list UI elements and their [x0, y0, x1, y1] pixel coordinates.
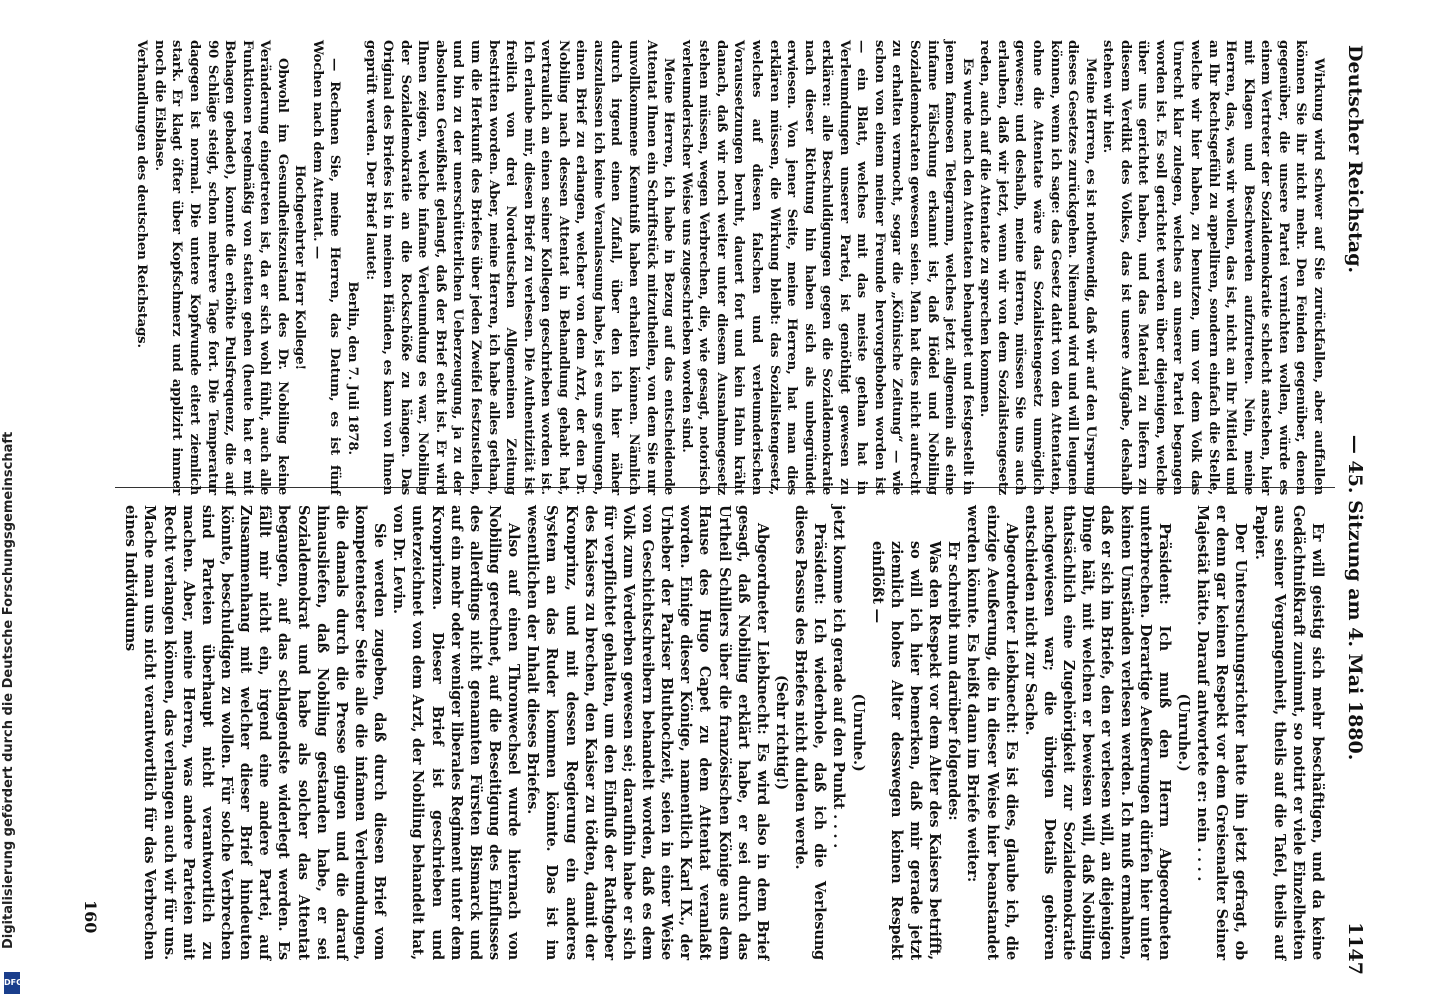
header-page-number: 1147 [1344, 922, 1366, 975]
left-column-paragraph: Hochgeehrter Herr Kollege! [292, 164, 308, 371]
right-column-paragraph: (Unruhe.) [849, 693, 867, 772]
right-column-paragraph: Was den Respekt vor dem Alter des Kaisers betrifft, so will ich hier bemerken, daß mir gerade jetzt ziemlich hohes Alter desswegen keinen Respekt einflößt — [868, 541, 944, 960]
digitization-strip [0, 0, 24, 1000]
header-title: Deutscher Reichstag. [1344, 45, 1366, 274]
folio-number: 160 [81, 900, 100, 934]
left-column-paragraph: Meine Herren, ich habe in Bezug auf das entscheidende Attentat Ihnen ein Schriftstück mitzutheilen, von dem Sie nur unvollkommene Kenntniß haben erhalten können. Nämlich durch irgend einen Zufall, über den ich hier näher auszulassen ich keine Veranlassung habe, ist es uns gelungen, einen Brief zu erlangen, welcher von dem Arzt, der den Dr. Nobiling nach dessen Attentat in Behandlung gehabt hat, vertraulich an einen seiner Kollegen geschrieben worden ist. Ich erlaube mir, diesen Brief zu verlesen. Die Authentizität ist freilich von drei Nordeutschen Allgemeinen Zeitung bestritten worden. Aber, meine Herren, ich habe alles gethan, um die Herkunft des Briefes über jeden Zweifel festzustellen, und bin zu der unerschütterlichen Ueberzeugung, ja zu der absoluten Gewißheit gelangt, daß der Brief echt ist. Er wird Ihnen zeigen, welche infame Verleumdung es war, Nobiling der Sozialdemokratie an die Rockschöße zu hängen. Das Original des Briefes ist in meinen Händen, es kann von Ihnen geprüft werden. Der Brief lautet: [362, 40, 677, 495]
digitization-note: Digitalisierung gefördert durch die Deutsche Forschungsgemeinschaft [1, 431, 16, 949]
left-column-paragraph: Meine Herren, es ist nothwendig, daß wir auf den Ursprung dieses Gesetzes zurückgehen. Niemand wird und will leugnen können, wenn ich sage: das Gesetz datirt von den Attentaten, ohne die Attentate wäre das Sozialistengesetz unmöglich gewesen; und deshalb, meine Herren, müssen Sie uns auch erlauben, daß wir jetzt, wenn wir von dem Sozialistengesetz reden, auch auf die Attentate zu sprechen kommen. [977, 40, 1098, 495]
right-column-paragraph: Präsident: Ich muß den Herrn Abgeordneten unterbrechen. Derartige Aeußerungen dürfen hier unter keinen Umständen verlesen werden. Ich muß ermahnen, daß er sich im Briefe, den er verlesen will, an diejenigen Dinge hält, mit welchen er beweisen will, daß Nobiling thatsächlich eine Zugehörigkeit zur Sozialdemokratie nachgewiesen war; die übrigen Details gehören entschieden nicht zur Sache. [1021, 505, 1173, 960]
right-column-paragraph: Also auf einen Thronwechsel wurde hiernach von Nobiling gerechnet, auf die Beseitigung des Einflusses des allerdings nicht genannten Fürsten Bismarck und auf ein mehr oder weniger liberales Regiment unter dem Kronprinzen. Dieser Brief ist geschrieben und unterzeichnet von dem Arzt, der Nobiling behandelt hat, von Dr. Levin. [390, 505, 523, 960]
left-column-paragraph: Es wurde nach den Attentaten behauptet und festgestellt in jenem famosen Telegramm, welches jetzt allgemein als eine infame Fälschung erkannt ist, daß Hödel und Nobiling Sozialdemokraten gewesen seien. Man hat dies nicht aufrecht zu erhalten vermocht, sogar die „Kölnische Zeitung“ — wie schon von einem meiner Freunde hervorgehoben worden ist — ein Blatt, welches mit das meiste gethan hat in Verleumdungen unserer Partei, ist genöthigt gewesen zu erklären: alle Beschuldigungen gegen die Sozialdemokratie nach dieser Richtung hin haben sich als unbegründet erwiesen. Von jener Seite, meine Herren, hat man dies erklären müssen, die Wirkung bleibt: das Sozialistengesetz, welches auf diesen falschen und verleumderischen Voraussetzungen beruht, dauert fort und kein Hahn kräht danach, daß wir noch weiter unter diesem Ausnahmegesetz stehen müssen, wegen Verbrechen, die, wie gesagt, notorisch verleumderischer Weise uns zugeschrieben worden sind. [678, 40, 975, 495]
left-column-paragraph: Obwohl im Gesundheitszustand des Dr. Nobiling keine Veränderung eingetreten ist, da er sich wohl fühlt, auch alle Funktionen regelmäßig von statten gehen (heute hat er mit Behagen gebadet), konnte die erhöhte Pulsfrequenz, die auf 90 Schläge steigt, schon mehrere Tage fort. Die Temperatur dagegen ist normal. Die untere Kopfwunde eitert ziemlich stark. Er klagt öfter über Kopfschmerz und applizirt immer noch die Eisblase. [151, 40, 290, 495]
left-column [112, 40, 1327, 495]
right-column-paragraph: Sie werden zugeben, daß durch diesen Brief vom kompetentester Seite alle die infamen Verleumdungen, die damals durch die Presse gingen und die darauf hinausliefen, daß Nobiling gestanden habe, er sei Sozialdemokrat und habe als solcher das Attentat begangen, auf das schlagendste widerlegt werden. Es fällt mir nicht ein, irgend eine andere Partei, auf Zusammenhang mit welcher dieser Brief hindeuten könnte, beschuldigen zu wollen. Für solche Verbrechen sind Parteien überhaupt nicht verantwortlich zu machen. Aber, meine Herren, was andere Parteien mit Recht verlangen können, das verlangen auch wir für uns. Mache man uns nicht verantwortlich für das Verbrechen eines Individuums [122, 505, 389, 960]
right-column-paragraph: Er schreibt nun darüber folgendes: [945, 541, 963, 821]
rotated-page [75, 0, 1375, 1000]
right-column-paragraph: Er will geistig sich mehr beschäftigen, und da keine Gedächtnißkraft zunimmt, so notirt er viele Einzelheiten aus seiner Vergangenheit, theils auf die Tafel, theils auf Papier. [1251, 505, 1326, 960]
left-column-paragraph: — Rechnen Sie, meine Herren, das Datum, es ist fünf Wochen nach dem Attentat. — [309, 40, 343, 495]
right-column-paragraph: (Sehr richtig!) [773, 675, 791, 790]
right-column-paragraph: Präsident: Ich wiederhole, daß ich die Verlesung dieses Passus des Briefes nicht dulden werde. [792, 505, 829, 960]
right-column-paragraph: jetzt komme ich gerade auf den Punkt . . . . [830, 505, 848, 849]
left-column-paragraph: Berlin, den 7. Juli 1878. [345, 281, 361, 455]
right-column-paragraph: (Unruhe.) [1175, 693, 1193, 772]
right-column [112, 505, 1327, 960]
dfg-logo: DFG [4, 972, 20, 994]
right-column-paragraph: Abgeordneter Liebknecht: Es ist dies, glaube ich, die einzige Aeußerung, die in dieser Weise hier beanstandet werden könnte. Es heißt dann im Briefe weiter: [964, 505, 1020, 960]
left-column-paragraph: Wirkung wird schwer auf Sie zurückfallen, aber auffallen können Sie ihr nicht mehr. Den Feinden gegenüber, denen gegenüber, die unsere Partei vernichten wollen, würde es einem Vertreter der Sozialdemokratie schlecht anstehen, hier mit Klagen und Beschwerden aufzutreten. Nein, meine Herren, das, was wir wollen, das ist, nicht an Ihr Mitleid und an Ihr Rechtsgefühl zu appelliren, sondern einfach die Stelle, welche wir hier haben, zu benutzen, um vor dem Volk das Unrecht klar zulegen, welches an unserer Partei begangen worden ist. Es soll gerichtet werden über diejenigen, welche über uns gerichtet haben, und das Material zu liefern zu diesem Verdikt des Volkes, das ist unsere Aufgabe, deshalb stehen wir hier. [1100, 40, 1326, 495]
left-column-paragraph: Verhandlungen des deutschen Reichstags. [134, 40, 150, 348]
right-column-paragraph: Abgeordneter Liebknecht: Es wird also in dem Brief gesagt, daß Nobiling erklärt habe, er sei durch das Urtheil Schillers über die französischen Könige aus dem Hause des Hugo Capet zu dem Attentat veranlaßt worden. Einige dieser Könige, namentlich Karl IX., der Urheber der Pariser Bluthochzeit, seien in einer Weise von Geschichtschreibern behandelt worden, daß es dem Volk zum Verderben gewesen sei; daraufhin habe er sich für verpflichtet gehalten, um den Einfluß der Rathgeber des Kaisers zu brechen, den Kaiser zu tödten, damit der Kronprinz, und mit dessen Regierung ein anderes System an das Ruder kommen könnte. Das ist im wesentlichen der Inhalt dieses Briefes. [524, 505, 771, 960]
page-header [1335, 45, 1375, 975]
right-column-paragraph: Der Untersuchungsrichter hatte ihn jetzt gefragt, ob er denn gar keinen Respekt vor dem Greisenalter Seiner Majestät hätte. Darauf antwortete er: nein . . . . [1194, 505, 1250, 960]
header-session: — 45. Sitzung am 4. Mai 1880. [1344, 434, 1366, 761]
